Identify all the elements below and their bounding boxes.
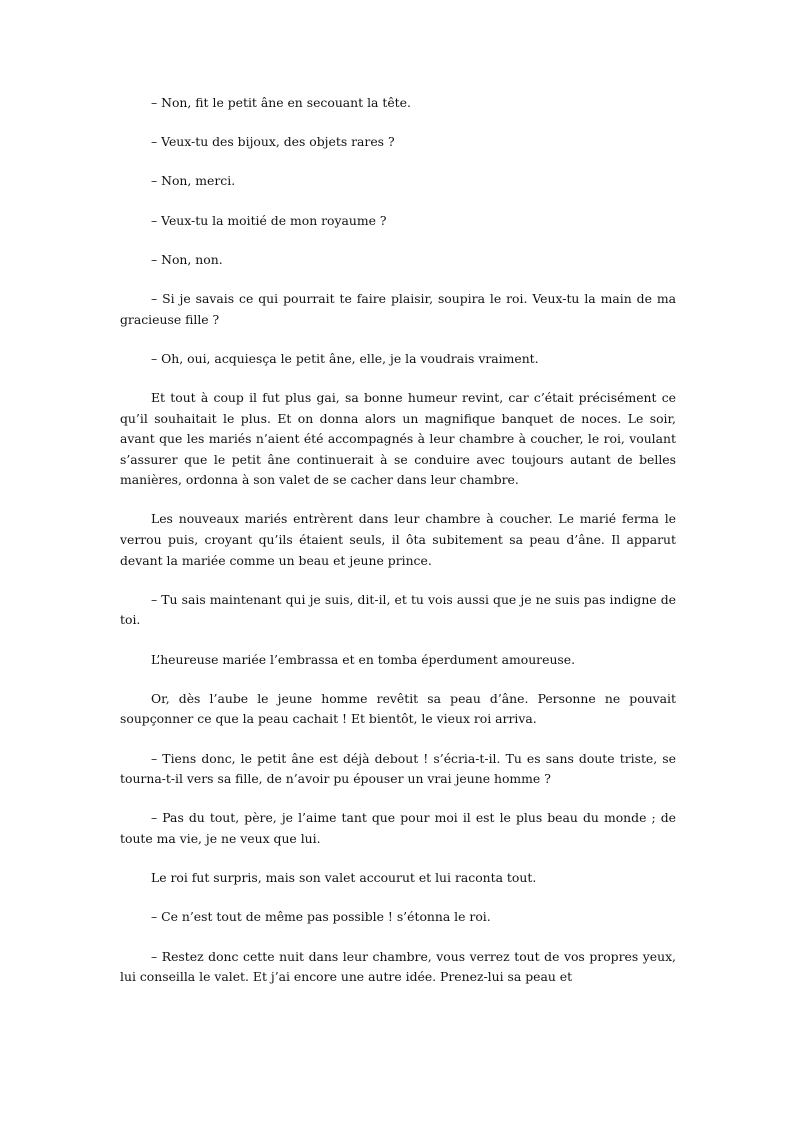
document-page [120,93,676,1006]
dialogue-line: – Pas du tout, père, je l’aime tant que pour moi il est le plus beau du monde ; de toute ma vie, je ne veux que lui. [120,810,676,846]
dialogue-line: – Tiens donc, le petit âne est déjà debout ! s’écria-t-il. Tu es sans doute triste, se tourna-t-il vers sa fille, de n’avoir pu épouser un vrai jeune homme ? [120,750,676,787]
dialogue-line: – Tu sais maintenant qui je suis, dit-il, et tu vois aussi que je ne suis pas indigne de toi. [120,591,676,628]
dialogue-line: – Veux-tu des bijoux, des objets rares ? [151,134,395,150]
dialogue-line: – Restez donc cette nuit dans leur chambre, vous verrez tout de vos propres yeux, lui conseilla le valet. Et j’ai encore une autre idée. Prenez-lui sa peau et [120,948,676,985]
narrative-paragraph: Et tout à coup il fut plus gai, sa bonne humeur revint, car c’était précisément ce qu’il souhaitait le plus. Et on donna alors un magnifique banquet de noces. Le soir, avant que les mariés n’aient été accompagnés à leur chambre à coucher, le roi, voulant s’assurer que le petit âne continuerait à se conduire avec toujours autant de belles manières, ordonna à son valet de se cacher dans leur chambre. [120,389,676,488]
dialogue-line: – Ce n’est tout de même pas possible ! s’étonna le roi. [151,909,491,925]
dialogue-line: – Non, fit le petit âne en secouant la tête. [151,95,411,110]
narrative-paragraph: Les nouveaux mariés entrèrent dans leur chambre à coucher. Le marié ferma le verrou puis, croyant qu’ils étaient seuls, il ôta subitement sa peau d’âne. Il apparut devant la mariée comme un beau et jeune prince. [120,511,676,568]
narrative-paragraph: L’heureuse mariée l’embrassa et en tomba éperdument amoureuse. [151,651,576,667]
dialogue-line: – Si je savais ce qui pourrait te faire plaisir, soupira le roi. Veux-tu la main de ma gracieuse fille ? [120,290,676,327]
dialogue-line: – Veux-tu la moitié de mon royaume ? [151,212,387,228]
dialogue-line: – Oh, oui, acquiesça le petit âne, elle, je la voudrais vraiment. [151,350,539,366]
narrative-paragraph: Le roi fut surpris, mais son valet accourut et lui raconta tout. [151,870,537,886]
dialogue-line: – Non, merci. [151,173,236,189]
dialogue-line: – Non, non. [151,251,223,267]
narrative-paragraph: Or, dès l’aube le jeune homme revêtit sa peau d’âne. Personne ne pouvait soupçonner ce que la peau cachait ! Et bientôt, le vieux roi arriva. [120,690,676,727]
